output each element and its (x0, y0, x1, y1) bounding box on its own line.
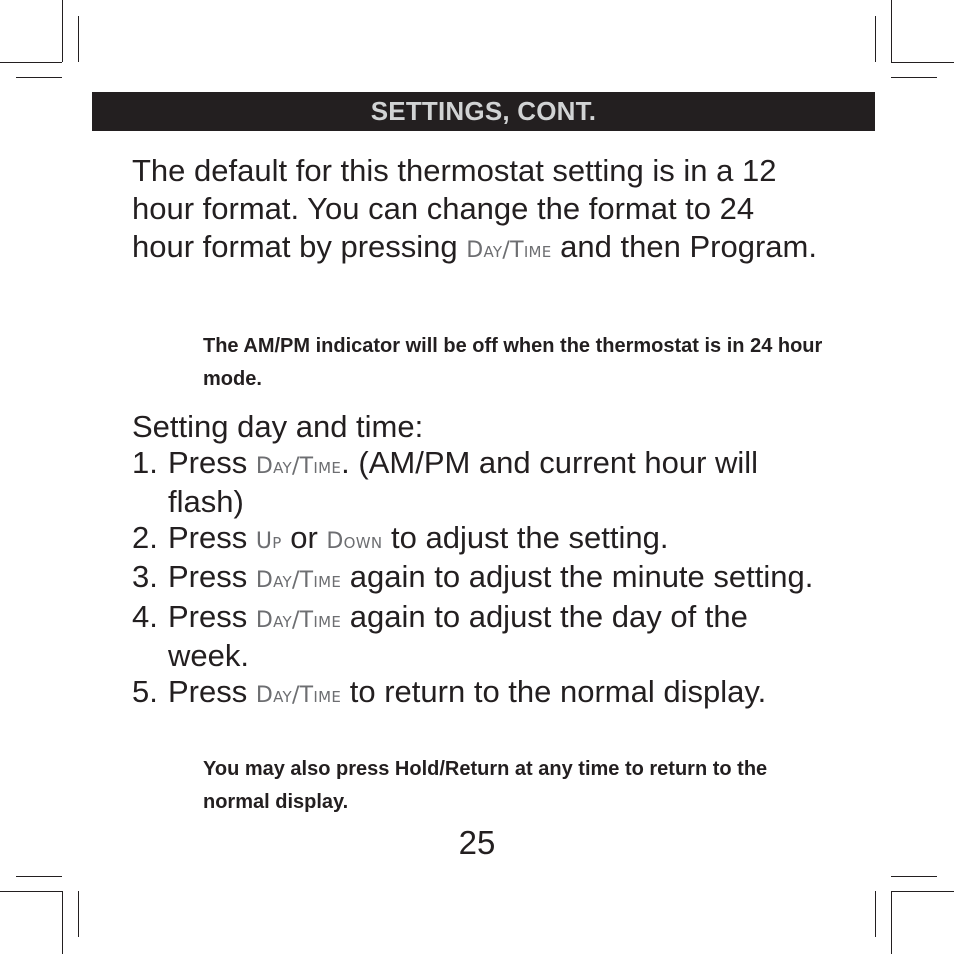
step-number: 2. (132, 519, 158, 555)
step-item (132, 559, 832, 599)
intro-text-before: The default for this thermostat setting is in a 12 hour format. You can change the format to 24 hour format by pressing (132, 153, 777, 264)
crop-mark (875, 16, 876, 62)
crop-mark (78, 891, 79, 937)
crop-mark (16, 77, 62, 78)
key-label-down: Down (326, 528, 383, 554)
step-text: Press Day/Time. (AM/PM and current hour will flash) (168, 444, 759, 519)
key-label-day-time: Day/Time (255, 453, 342, 479)
crop-mark (875, 891, 876, 937)
crop-mark (891, 77, 937, 78)
step-item (132, 674, 832, 714)
steps-list (132, 445, 832, 714)
step-text: Press Day/Time to return to the normal display. (168, 673, 767, 709)
crop-mark (891, 891, 954, 892)
steps-section (132, 409, 832, 713)
step-text: Press Up or Down to adjust the setting. (168, 519, 669, 555)
step-text: Press Day/Time again to adjust the minute setting. (168, 559, 814, 594)
note-text: The AM/PM indicator will be off when the thermostat is in 24 hour mode. (203, 335, 823, 390)
key-label-day-time: Day/Time (255, 568, 342, 593)
intro-text-after: and then Program. (551, 229, 817, 264)
intro-paragraph (132, 152, 822, 270)
crop-mark (78, 16, 79, 62)
step-item (132, 599, 832, 674)
crop-mark (891, 876, 937, 877)
crop-mark (891, 62, 954, 63)
page-number: 25 (458, 824, 496, 861)
step-number: 3. (132, 559, 158, 594)
note-am-pm (203, 330, 828, 396)
note-hold-return (203, 753, 828, 819)
steps-heading: Setting day and time: (132, 409, 424, 444)
note-text: You may also press Hold/Return at any time to return to the normal display. (203, 758, 768, 813)
key-label-day-time: Day/Time (466, 238, 552, 263)
crop-mark (62, 0, 63, 62)
step-number: 1. (132, 444, 158, 480)
step-number: 4. (132, 598, 158, 634)
crop-mark (891, 891, 892, 954)
section-title: SETTINGS, CONT. (370, 96, 597, 126)
crop-mark (891, 0, 892, 62)
step-number: 5. (132, 673, 158, 709)
key-label-day-time: Day/Time (255, 682, 342, 708)
section-header (92, 92, 875, 131)
crop-mark (0, 62, 62, 63)
crop-mark (62, 891, 63, 954)
crop-mark (16, 876, 62, 877)
key-label-day-time: Day/Time (255, 607, 342, 633)
step-text: Press Day/Time again to adjust the day of the week. (168, 598, 748, 673)
step-item (132, 520, 832, 560)
key-label-up: Up (255, 528, 282, 554)
step-item (132, 445, 832, 520)
crop-mark (0, 891, 62, 892)
